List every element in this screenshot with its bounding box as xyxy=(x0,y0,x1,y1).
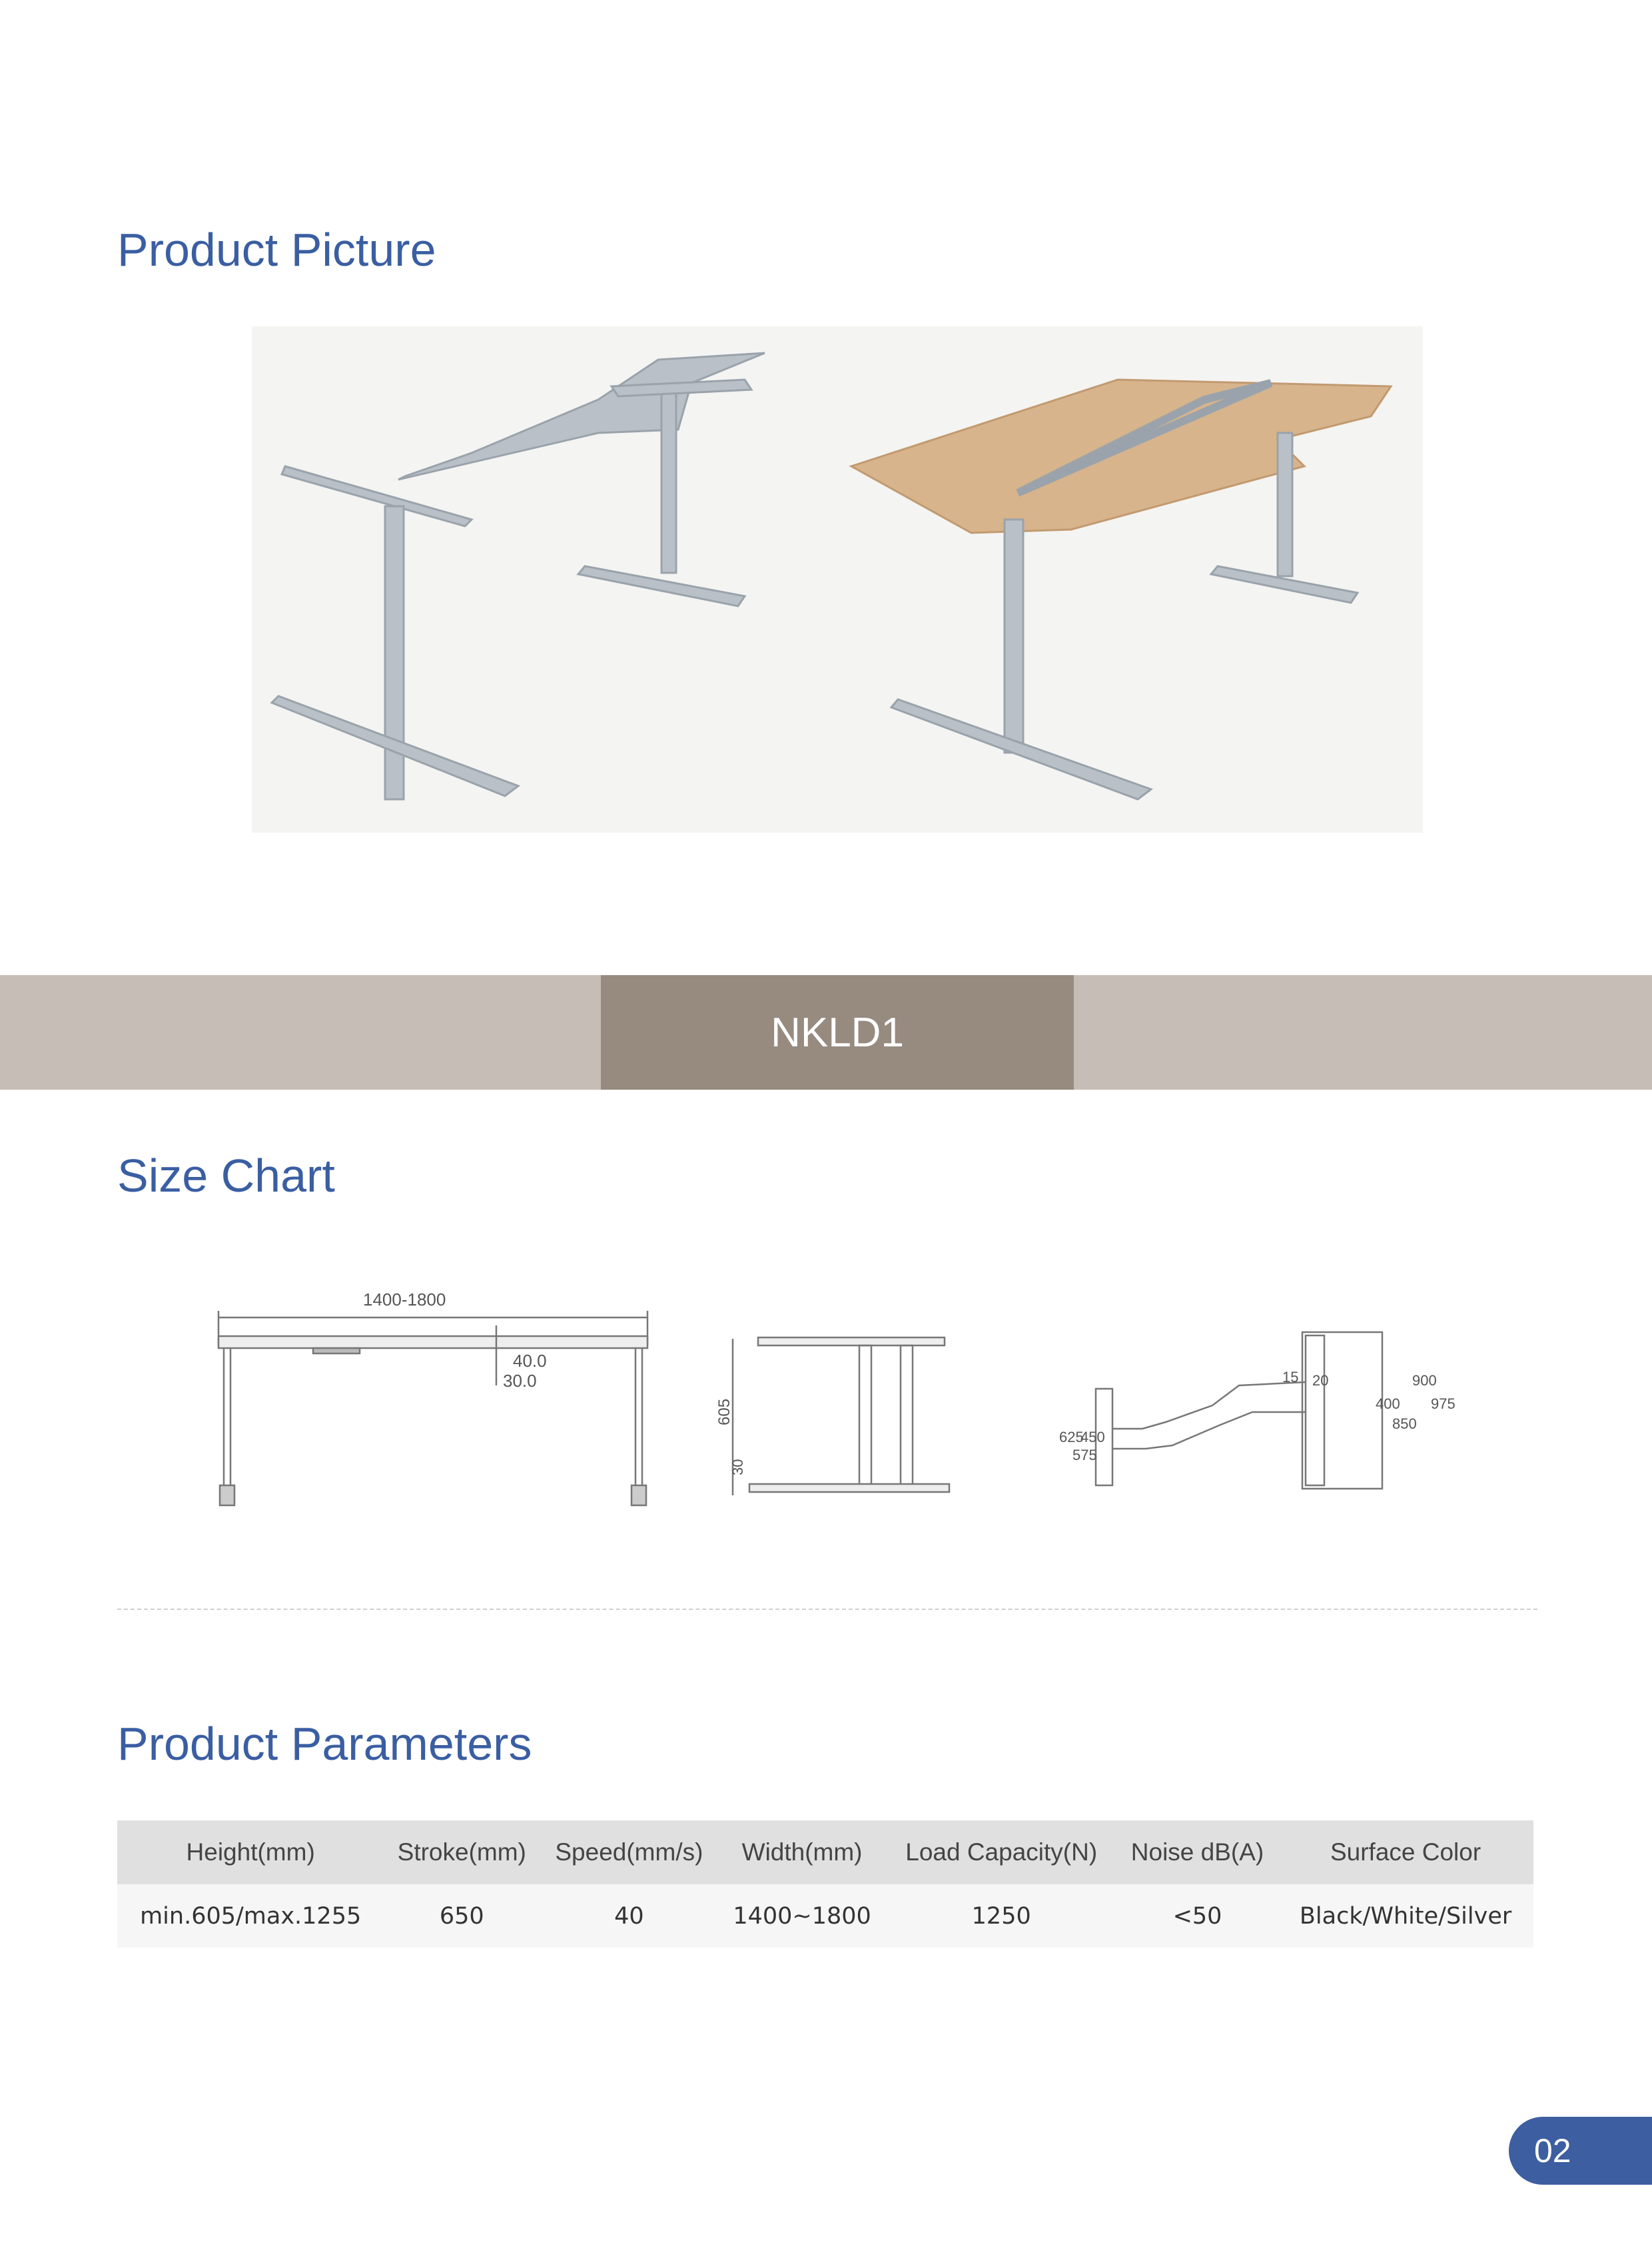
header-height: Height(mm) xyxy=(117,1820,384,1884)
desk-frame-image xyxy=(272,353,765,799)
model-name: NKLD1 xyxy=(601,975,1074,1090)
header-stroke: Stroke(mm) xyxy=(384,1820,540,1884)
value-load: 1250 xyxy=(886,1884,1117,1948)
desk-with-top-image xyxy=(851,380,1391,799)
dim-15: 15 xyxy=(1282,1369,1299,1385)
value-noise: <50 xyxy=(1117,1884,1278,1948)
table-row xyxy=(117,1884,1533,1948)
dim-900: 900 xyxy=(1412,1372,1437,1389)
section-divider xyxy=(117,1609,1537,1610)
top-view-diagram xyxy=(1059,1332,1455,1489)
value-stroke: 650 xyxy=(384,1884,540,1948)
product-parameters-title: Product Parameters xyxy=(117,1718,532,1770)
header-load: Load Capacity(N) xyxy=(886,1820,1117,1884)
header-noise: Noise dB(A) xyxy=(1117,1820,1278,1884)
dim-605: 605 xyxy=(715,1398,733,1425)
dim-975: 975 xyxy=(1431,1395,1455,1412)
dim-400: 400 xyxy=(1376,1395,1400,1412)
table-header-row xyxy=(117,1820,1533,1884)
dim-20: 20 xyxy=(1312,1372,1329,1389)
value-color: Black/White/Silver xyxy=(1278,1884,1533,1948)
parameters-table xyxy=(117,1820,1533,1948)
dim-width: 1400-1800 xyxy=(363,1290,446,1309)
value-height: min.605/max.1255 xyxy=(117,1884,384,1948)
front-view-diagram xyxy=(218,1290,647,1505)
dim-625: 625 xyxy=(1059,1429,1084,1445)
value-width: 1400~1800 xyxy=(719,1884,886,1948)
header-width: Width(mm) xyxy=(719,1820,886,1884)
header-speed: Speed(mm/s) xyxy=(540,1820,718,1884)
product-photo xyxy=(252,326,1423,833)
side-view-diagram xyxy=(715,1337,949,1495)
dim-450: 450 xyxy=(1080,1429,1105,1445)
dim-30: 30.0 xyxy=(503,1371,537,1391)
page-number: 02 xyxy=(1509,2117,1652,2185)
dim-850: 850 xyxy=(1392,1415,1417,1432)
product-picture-title: Product Picture xyxy=(117,224,436,276)
size-chart-diagrams xyxy=(200,1272,1479,1519)
model-banner xyxy=(0,975,1652,1090)
dim-40: 40.0 xyxy=(513,1351,547,1371)
value-speed: 40 xyxy=(540,1884,718,1948)
dim-30-foot: 30 xyxy=(729,1459,746,1475)
size-chart-title: Size Chart xyxy=(117,1150,335,1202)
header-color: Surface Color xyxy=(1278,1820,1533,1884)
dim-575: 575 xyxy=(1072,1447,1097,1463)
